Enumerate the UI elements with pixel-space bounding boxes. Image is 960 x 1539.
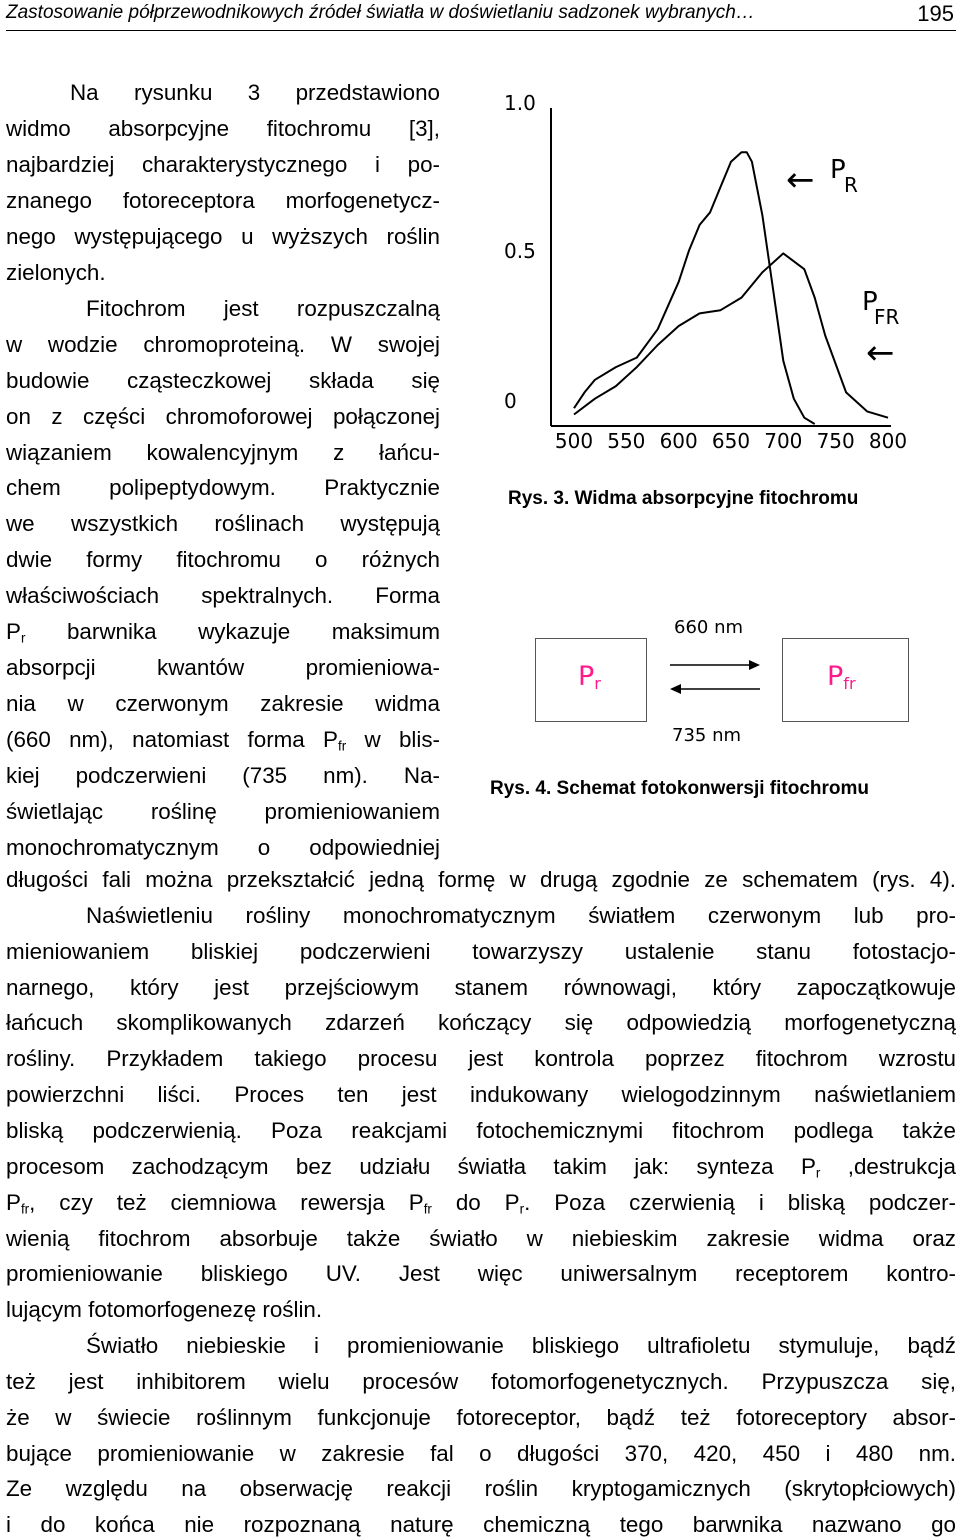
text-line: $P_{fr}$, czy też ciemniowa rewersja $P_{fr}$ do $P_r$. Poza czerwienią i bliską podczer- xyxy=(6,1189,956,1216)
pfr-label-sub: FR xyxy=(874,305,900,329)
text-line: we wszystkich roślinach występują xyxy=(6,511,440,537)
series-lines xyxy=(574,152,888,424)
x-tick-label: 650 xyxy=(711,429,751,453)
text-line: on z części chromoforowej połączonej xyxy=(6,403,440,429)
pfr-annotation xyxy=(862,287,900,373)
text-line: absorpcji kwantów promieniowa- xyxy=(6,655,440,681)
text-line: znanego fotoreceptora morfogenetycz- xyxy=(6,187,440,213)
text-line: chem polipeptydowym. Praktycznie xyxy=(6,475,440,501)
text-line: długości fali można przekształcić jedną formę w drugą zgodnie ze schematem (rys. 4). xyxy=(6,867,956,892)
x-tick-label: 700 xyxy=(764,429,803,453)
pr-box-label: $P_r$ xyxy=(578,661,601,694)
pr-box xyxy=(535,638,647,722)
text-line: budowie cząsteczkowej składa się xyxy=(6,367,440,393)
pr-annotation xyxy=(786,155,858,200)
x-tick-label: 600 xyxy=(659,429,698,453)
x-tick-label: 750 xyxy=(816,429,855,453)
text-line: dwie formy fitochromu o różnych xyxy=(6,547,440,573)
text-line: bujące promieniowanie w zakresie fal o długości 370, 420, 450 i 480 nm. xyxy=(6,1440,956,1466)
pr-label-sub: R xyxy=(844,173,858,197)
running-title: Zastosowanie półprzewodnikowych źródeł światła w doświetlaniu sadzonek wybranych… xyxy=(6,2,755,23)
text-line: mieniowaniem bliskiej podczerwieni towarzyszy ustalenie stanu fotostacjo- xyxy=(6,938,956,964)
right-arrow-icon xyxy=(749,660,760,670)
absorption-spectrum-chart xyxy=(496,88,916,458)
figure-3-caption: Rys. 3. Widma absorpcyjne fitochromu xyxy=(508,488,859,509)
y-tick-label: 0 xyxy=(504,389,517,413)
x-tick-label: 800 xyxy=(868,429,908,453)
tick-labels xyxy=(504,91,907,453)
text-line: powierzchni liści. Proces ten jest indukowany wielogodzinnym naświetlaniem xyxy=(6,1082,956,1108)
text-line: nia w czerwonym zakresie widma xyxy=(6,691,440,717)
page-number: 195 xyxy=(917,1,954,26)
series-line-pr xyxy=(574,152,815,424)
pfr-label: P xyxy=(862,287,878,317)
text-line: procesom zachodzącym bez udziału światła takim jak: synteza $P_r$ ,destrukcja xyxy=(6,1153,956,1181)
text-line: nego występującego u wyższych roślin xyxy=(6,223,440,249)
text-line: rośliny. Przykładem takiego procesu jest kontrola poprzez fitochrom wzrostu xyxy=(6,1046,956,1072)
page-header xyxy=(6,0,956,31)
forward-wavelength-label: 660 nm xyxy=(674,617,744,638)
y-tick-label: 0.5 xyxy=(504,239,536,263)
conversion-arrows xyxy=(665,653,765,703)
figure-4-caption: Rys. 4. Schemat fotokonwersji fitochromu xyxy=(490,778,870,799)
text-line: Na rysunku 3 przedstawiono xyxy=(70,80,440,105)
series-line-pfr xyxy=(574,253,888,417)
left-arrow-icon xyxy=(670,684,681,694)
text-line: widmo absorpcyjne fitochromu [3], xyxy=(6,115,440,141)
text-line: promieniowanie bliskiego UV. Jest więc uniwersalnym receptorem kontro- xyxy=(6,1261,956,1287)
text-line: Fitochrom jest rozpuszczalną xyxy=(86,295,440,321)
text-line: właściwościach spektralnych. Forma xyxy=(6,583,440,609)
text-line: kiej podczerwieni (735 nm). Na- xyxy=(6,763,440,789)
text-line: (660 nm), natomiast forma $P_{fr}$ w blis- xyxy=(6,727,440,754)
text-line: że w świecie roślinnym funkcjonuje fotoreceptor, bądź też fotoreceptory absor- xyxy=(6,1404,956,1430)
pfr-box-label: $P_{fr}$ xyxy=(827,661,856,694)
text-line: i do końca nie rozpoznaną naturę chemiczną tego barwnika nazwano go xyxy=(6,1512,956,1538)
y-tick-label: 1.0 xyxy=(504,91,536,115)
text-line: Naświetleniu rośliny monochromatycznym światłem czerwonym lub pro- xyxy=(86,902,956,928)
reverse-wavelength-label: 735 nm xyxy=(672,725,742,746)
text-line: też jest inhibitorem wielu procesów fotomorfogenetycznych. Przypuszcza się, xyxy=(6,1368,956,1394)
text-line: zielonych. xyxy=(6,259,106,285)
x-tick-label: 500 xyxy=(554,429,594,453)
text-line: lującym fotomorfogenezę roślin. xyxy=(6,1297,323,1323)
text-line: w wodzie chromoproteiną. W swojej xyxy=(6,331,440,357)
x-tick-label: 550 xyxy=(607,429,646,453)
text-line: najbardziej charakterystycznego i po- xyxy=(6,151,440,177)
figure-3 xyxy=(496,88,916,458)
text-line: wienią fitochrom absorbuje także światło w niebieskim zakresie widma oraz xyxy=(6,1225,956,1251)
text-line: Ze względu na obserwację reakcji roślin kryptogamicznych (skrytopłciowych) xyxy=(6,1476,956,1502)
pfr-arrow-icon: ← xyxy=(866,333,895,373)
text-line: łańcuch skomplikowanych zdarzeń kończący się odpowiedzią morfogenetyczną xyxy=(6,1010,956,1036)
text-line: wiązaniem kowalencyjnym z łańcu- xyxy=(6,439,440,465)
text-line: bliską podczerwienią. Poza reakcjami fotochemicznymi fitochrom podlega także xyxy=(6,1117,956,1143)
figure-4-scheme xyxy=(520,605,940,765)
pr-label: P xyxy=(830,155,846,185)
text-line: monochromatycznym o odpowiedniej xyxy=(6,834,440,860)
text-line: świetlając roślinę promieniowaniem xyxy=(6,799,440,824)
pfr-box xyxy=(782,638,909,722)
text-line: $P_r$ barwnika wykazuje maksimum xyxy=(6,619,440,646)
text-line: Światło niebieskie i promieniowanie bliskiego ultrafioletu stymuluje, bądź xyxy=(86,1333,956,1359)
text-line: narnego, który jest przejściowym stanem równowagi, który zapoczątkowuje xyxy=(6,974,956,1000)
pr-arrow-icon: ← xyxy=(786,160,815,200)
